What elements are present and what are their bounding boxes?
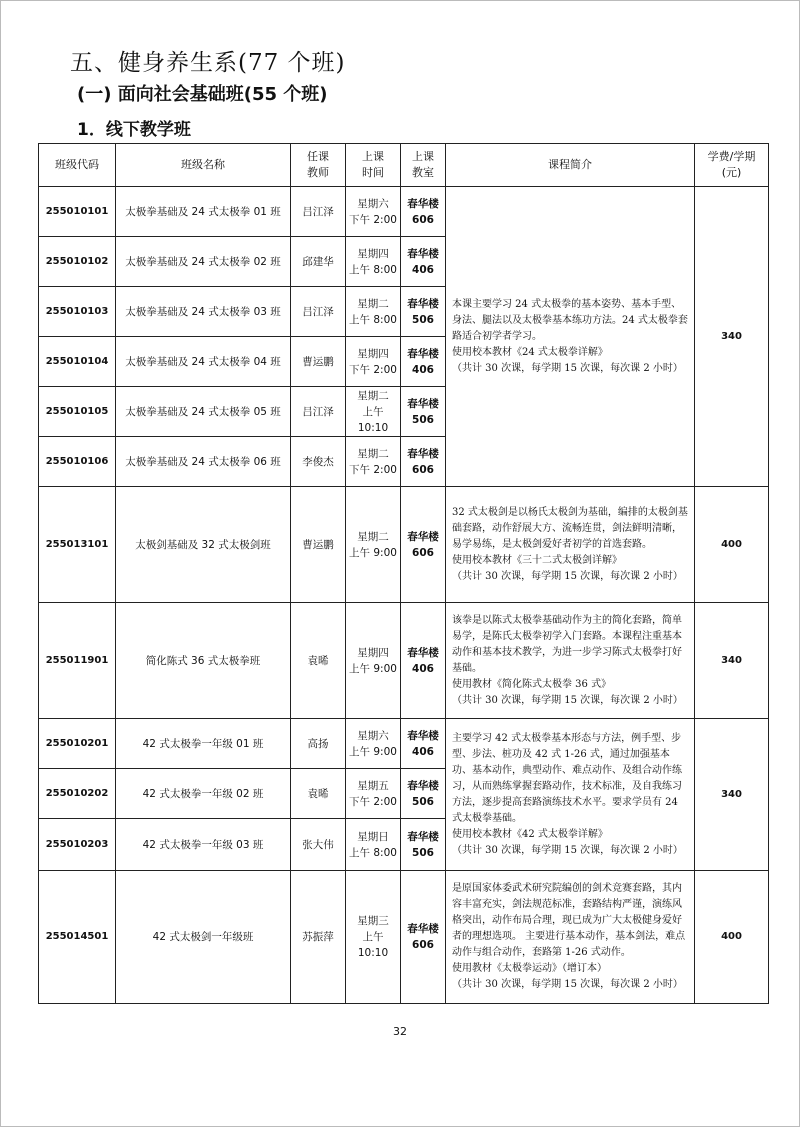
teacher: 苏振萍 [291, 871, 346, 1004]
class-code: 255010103 [39, 287, 116, 337]
class-time: 星期四 上午 8:00 [346, 237, 401, 287]
course-intro-text: 32 式太极剑是以杨氏太极剑为基础，编排的太极剑基础套路，动作舒展大方、流畅连贯，剑法鲜明清晰，易学易练，是太极剑爱好者初学的首选套路。 使用校本教材《三十二式太极剑详解》 （共计 30 次课，每学期 15 次课，每次课 2 小时） [452, 506, 688, 582]
section-heading: 五、健身养生系(77 个班) [70, 50, 346, 76]
teacher: 袁晞 [291, 769, 346, 819]
class-code: 255014501 [39, 871, 116, 1004]
teacher: 高扬 [291, 719, 346, 769]
classroom: 春华楼 506 [401, 387, 446, 437]
tuition-fee: 400 [695, 487, 769, 603]
class-time: 星期六 下午 2:00 [346, 187, 401, 237]
class-name: 42 式太极拳一年级 03 班 [116, 819, 291, 871]
class-code: 255010202 [39, 769, 116, 819]
class-time: 星期三 上午 10:10 [346, 871, 401, 1004]
class-name: 太极拳基础及 24 式太极拳 05 班 [116, 387, 291, 437]
teacher: 吕江泽 [291, 287, 346, 337]
table-row [39, 603, 769, 719]
classroom: 春华楼 406 [401, 237, 446, 287]
table-row [39, 187, 769, 237]
teacher: 邱建华 [291, 237, 346, 287]
course-intro [446, 603, 695, 719]
course-intro [446, 487, 695, 603]
course-intro [446, 719, 695, 871]
tuition-fee: 340 [695, 603, 769, 719]
teacher: 张大伟 [291, 819, 346, 871]
classroom: 春华楼 506 [401, 769, 446, 819]
classroom: 春华楼 506 [401, 819, 446, 871]
classroom: 春华楼 506 [401, 287, 446, 337]
class-time: 星期四 上午 9:00 [346, 603, 401, 719]
teacher: 袁晞 [291, 603, 346, 719]
class-name: 太极拳基础及 24 式太极拳 04 班 [116, 337, 291, 387]
page-number: 32 [393, 1025, 407, 1038]
header-fee: 学费/学期 (元) [695, 144, 769, 187]
teacher: 吕江泽 [291, 187, 346, 237]
class-name: 42 式太极拳一年级 02 班 [116, 769, 291, 819]
class-time: 星期四 下午 2:00 [346, 337, 401, 387]
classroom: 春华楼 606 [401, 871, 446, 1004]
class-time: 星期五 下午 2:00 [346, 769, 401, 819]
course-intro-text: 主要学习 42 式太极拳基本形态与方法，例手型、步型、步法、桩功及 42 式 1-26 式，通过加强基本功、基本动作，典型动作、难点动作、及组合动作练习，从而熟练掌握套路动作，技术标准，及自我练习方法，逐步提高套路演练技术水平。要求学员有 24 式太极拳基础。 使用校本教材《42 式太极拳详解》 （共计 30 次课，每学期 15 次课，每次课 2 小时） [452, 732, 683, 856]
class-name: 太极剑基础及 32 式太极剑班 [116, 487, 291, 603]
header-name: 班级名称 [116, 144, 291, 187]
tuition-fee: 340 [695, 719, 769, 871]
class-name: 太极拳基础及 24 式太极拳 01 班 [116, 187, 291, 237]
teacher: 吕江泽 [291, 387, 346, 437]
header-intro: 课程简介 [446, 144, 695, 187]
class-name: 太极拳基础及 24 式太极拳 06 班 [116, 437, 291, 487]
table-row [39, 487, 769, 603]
header-room: 上课 教室 [401, 144, 446, 187]
class-time: 星期二 上午 10:10 [346, 387, 401, 437]
class-time: 星期二 上午 9:00 [346, 487, 401, 603]
teacher: 曹运鹏 [291, 487, 346, 603]
classroom: 春华楼 406 [401, 337, 446, 387]
course-intro-text: 本课主要学习 24 式太极拳的基本姿势、基本手型、身法、腿法以及太极拳基本练功方法。24 式太极拳套路适合初学者学习。 使用校本教材《24 式太极拳详解》 （共计 30 次课，每学期 15 次课，每次课 2 小时） [452, 298, 688, 374]
course-intro [446, 871, 695, 1004]
class-time: 星期二 上午 8:00 [346, 287, 401, 337]
teacher: 李俊杰 [291, 437, 346, 487]
tuition-fee: 400 [695, 871, 769, 1004]
classroom: 春华楼 406 [401, 719, 446, 769]
header-time: 上课 时间 [346, 144, 401, 187]
teacher: 曹运鹏 [291, 337, 346, 387]
course-intro-text: 是原国家体委武术研究院编创的剑术竞赛套路，其内容丰富充实，剑法规范标准，套路结构严谨，演练风格突出，动作布局合理，现已成为广大太极健身爱好者的理想选项。 主要进行基本动作，基本剑法，难点动作与组合动作，套路第 1-26 式动作。 使用教材《太极拳运动》（增订本） （共计 30 次课，每学期 15 次课，每次课 2 小时） [452, 883, 686, 990]
tuition-fee: 340 [695, 187, 769, 487]
class-code: 255010201 [39, 719, 116, 769]
class-name: 42 式太极剑一年级班 [116, 871, 291, 1004]
class-code: 255010203 [39, 819, 116, 871]
sub-subsection-heading: 1．线下教学班 [77, 120, 191, 140]
class-time: 星期六 上午 9:00 [346, 719, 401, 769]
subsection-heading: (一) 面向社会基础班(55 个班) [77, 84, 328, 105]
class-code: 255010101 [39, 187, 116, 237]
class-code: 255010104 [39, 337, 116, 387]
class-name: 简化陈式 36 式太极拳班 [116, 603, 291, 719]
course-table [38, 143, 769, 1004]
class-code: 255010105 [39, 387, 116, 437]
header-code: 班级代码 [39, 144, 116, 187]
class-code: 255010102 [39, 237, 116, 287]
classroom: 春华楼 406 [401, 603, 446, 719]
class-name: 太极拳基础及 24 式太极拳 03 班 [116, 287, 291, 337]
classroom: 春华楼 606 [401, 437, 446, 487]
class-name: 42 式太极拳一年级 01 班 [116, 719, 291, 769]
course-intro [446, 187, 695, 487]
table-row [39, 871, 769, 1004]
classroom: 春华楼 606 [401, 487, 446, 603]
class-code: 255013101 [39, 487, 116, 603]
header-teacher: 任课 教师 [291, 144, 346, 187]
table-header-row [39, 144, 769, 187]
class-time: 星期二 下午 2:00 [346, 437, 401, 487]
classroom: 春华楼 606 [401, 187, 446, 237]
table-row [39, 719, 769, 769]
class-code: 255011901 [39, 603, 116, 719]
class-name: 太极拳基础及 24 式太极拳 02 班 [116, 237, 291, 287]
class-time: 星期日 上午 8:00 [346, 819, 401, 871]
class-code: 255010106 [39, 437, 116, 487]
course-intro-text: 该拳是以陈式太极拳基础动作为主的简化套路，简单易学，是陈氏太极拳初学入门套路。本课程注重基本动作和基本技术教学，为进一步学习陈式太极拳打好基础。 使用教材《简化陈式太极拳 36 式》 （共计 30 次课，每学期 15 次课，每次课 2 小时） [452, 614, 683, 706]
